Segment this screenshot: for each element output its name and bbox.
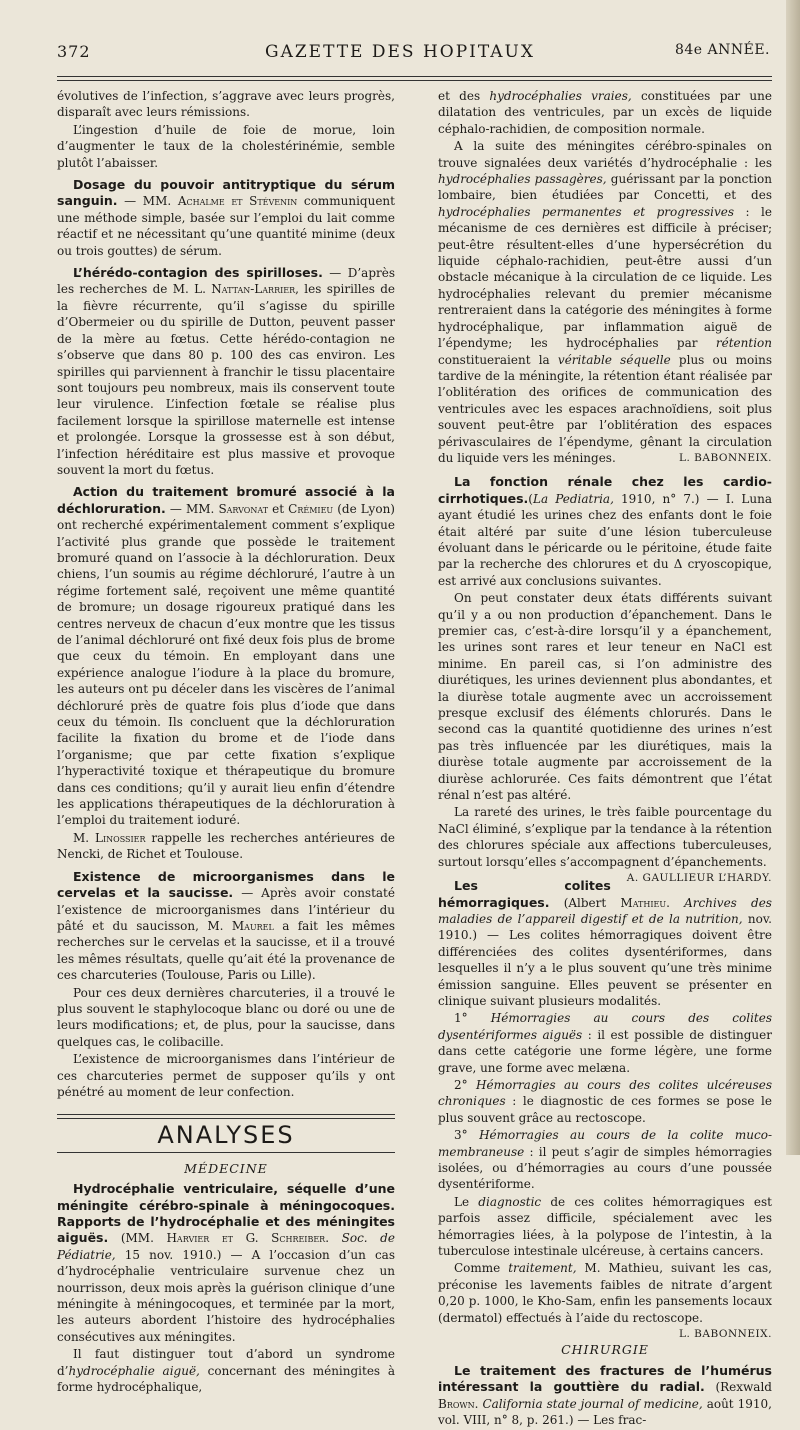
paragraph: L’ingestion d’huile de foie de morue, loin d’augmenter le taux de la cholestérinémie, semble plutôt l’abaisser. [57, 122, 395, 170]
right-column [438, 88, 772, 1430]
left-column [57, 88, 395, 1396]
author-name: Sarvonat [218, 501, 269, 516]
author-name: Mathieu [620, 895, 667, 910]
journal-name: Archives des maladies de l’appareil digestif et de la nutrition, [438, 895, 772, 926]
journal-name: California state journal of medicine, [482, 1396, 703, 1411]
chirurgie-label: CHIRURGIE [561, 1342, 649, 1358]
author-name: Maurel [231, 918, 274, 933]
article-heading: Existence de microorganismes dans le cervelas et la saucisse. [57, 868, 395, 901]
article-spirilloses: L’hérédo-contagion des spirilloses. — D’après les recherches de M. L. Nattan-Larrier, les spirilles de la fièvre récurrente, qu’il s’agisse du spirille d’Obermeier ou du spirille de Dutton, peuvent passer de la mère au fœtus. Cette hérédo-contagion ne s’observe que dans 80 p. 100 des cas environ. Les spirilles qui parviennent à franchir le tissu placentaire sont toujours peu nombreux, mais ils conservent toute leur virulence. L’infection fœtale se réalise plus facilement lorsque la spirillose maternelle est intense et prolongée. Lorsque la grossesse est à son début, l’infection héréditaire est plus massive et provoque souvent la mort du fœtus. [57, 265, 395, 477]
page-edge [786, 0, 800, 1155]
paragraph: A la suite des méningites cérébro-spinales on trouve signalées deux variétés d’hydrocéphalie : les hydrocéphalies passagères, guérissant par la ponction lombaire, bien étudiées par Concetti, et des hydrocéphalies permanentes et progressives : le mécanisme de ces dernières est difficile à préciser; peut-être résultent-elles d’une hypersécrétion du liquide céphalo-rachidien, peut-être aussi d’un obstacle mécanique à la circulation de ce liquide. Les hydrocéphalies relevant du premier mécanisme rentreraient dans la catégorie des méningites à forme hydrocéphalique, par inflammation aiguë de l’épendyme; les hydrocéphalies par rétention constitueraient la véritable séquelle plus ou moins tardive de la méningite, la rétention étant réalisée par l’oblitération des orifices de communication des ventricules avec les espaces arachnoïdiens, soit plus souvent peut-être par l’oblitération des espaces périvasculaires de l’épendyme, gênant la circulation du liquide vers les méninges. L. BABONNEIX. [438, 139, 772, 465]
paragraph: Il faut distinguer tout d’abord un syndrome d’hydrocéphalie aiguë, concernant des méningites à forme hydrocéphalique, [57, 1347, 395, 1395]
article-heading: Hydrocéphalie ventriculaire, séquelle d’une méningite cérébro-spinale à méningocoques. Rapports de l’hydrocéphalie et des méningites aiguës. [57, 1181, 395, 1246]
paragraph: La rareté des urines, le très faible pourcentage du NaCl éliminé, s’explique par la tendance à la rétention des chlorures spéciale aux affections tuberculeuses, surtout lorsqu’elles s’accompagnent d’épanchements. A. GAULLIEUR L’HARDY. [438, 804, 772, 870]
year-label: 84e ANNÉE. [674, 42, 770, 58]
paragraph: Le diagnostic de ces colites hémorragiques est parfois assez difficile, spécialement avec les hémorragies liées, à la polypose de l’intestin, à la tuberculose intestinale ulcéreuse, à certains cancers. [438, 1194, 772, 1259]
article-heading: L’hérédo-contagion des spirilloses. [73, 265, 323, 281]
signature: A. GAULLIEUR L’HARDY. [626, 872, 772, 885]
paragraph: L’existence de microorganismes dans l’intérieur de ces charcuteries permet de supposer qu’ils y ont pénétré au moment de leur confection. [57, 1052, 395, 1099]
author-name: Harvier et G. Schreiber [166, 1231, 326, 1246]
section-rule [57, 1114, 395, 1119]
article-antitryptique: Dosage du pouvoir antitryptique du sérum sanguin. — MM. Achalme et Stévenin communiquent une méthode simple, basée sur l’emploi du lait comme réactif et ne nécessitant qu’une quantité minime (deux ou trois gouttes) de sérum. [57, 177, 395, 258]
author-name: Crémieu [288, 501, 334, 516]
section-rule [57, 1152, 395, 1153]
journal-title: GAZETTE DES HOPITAUX [264, 42, 535, 62]
author-name: Linossier [95, 830, 146, 845]
article-heading: Dosage du pouvoir antitryptique du sérum sanguin. [57, 177, 395, 209]
header-rule-2 [57, 80, 772, 81]
paragraph: M. Linossier rappelle les recherches antérieures de Nencki, de Richet et Toulouse. [57, 830, 395, 862]
author-name: Brown [438, 1396, 475, 1411]
paragraph: évolutives de l’infection, s’aggrave avec leurs progrès, disparaît avec leurs rémissions. [57, 89, 395, 120]
author-name: Nattan-Larrier [211, 282, 296, 297]
journal-name: La Pediatria, [532, 491, 614, 506]
article-humerus: Le traitement des fractures de l’humérus intéressant la gouttière du radial. (Rexwald Brown. California state journal of medicine, août 1910, vol. VIII, n° 8, p. 261.) — Les frac- [438, 1362, 772, 1428]
journal-name: Soc. de Pédiatrie, [57, 1231, 395, 1262]
paragraph: Comme traitement, M. Mathieu, suivant les cas, préconise les lavements faibles de nitrate d’argent 0,20 p. 1000, le Kho-Sam, enfin les pansements locaux (dermatol) effectués à l’aide du rectoscope. L. BABONNEIX. [438, 1260, 772, 1326]
signature: L. BABONNEIX. [679, 451, 772, 464]
list-item: 2° Hémorragies au cours des colites ulcéreuses chroniques : le diagnostic de ces formes se pose le plus souvent grâce au rectoscope. [438, 1077, 772, 1125]
paragraph: On peut constater deux états différents suivant qu’il y a ou non production d’épanchement. Dans le premier cas, c’est-à-dire lorsqu’il y a épanchement, les urines sont rares et leur teneur en NaCl est minime. En pareil cas, si l’on administre des diurétiques, les urines deviennent plus abondantes, et la diurèse totale augmente avec un accroissement presque exclusif des éléments chlorurés. Dans le second cas la quantité quotidienne des urines n’est pas très influencée par les diurétiques, mais la diurèse totale augmente par accroissement de la diurèse achlorurée. Ces faits démontrent que l’état rénal n’est pas altéré. [438, 591, 772, 803]
article-heading: Les colites hémorragiques. [438, 878, 611, 910]
page-number: 372 [57, 42, 91, 61]
article-fonction-renale: La fonction rénale chez les cardio-cirrhotiques.(La Pediatria, 1910, n° 7.) — I. Luna ayant étudié les urines chez des enfants dont le foie était altéré par suite d’une lésion tuberculeuse évoluant dans le péricarde ou le péritoine, étude faite par la recherche des chlorures et du Δ cryoscopique, est arrivé aux conclusions suivantes. [438, 474, 772, 588]
paragraph: et des hydrocéphalies vraies, constituées par une dilatation des ventricules, par un excès de liquide céphalo-rachidien, de composition normale. [438, 89, 772, 136]
article-heading: Action du traitement bromuré associé à la déchloruration. [57, 484, 395, 516]
paragraph: Pour ces deux dernières charcuteries, il a trouvé le plus souvent le staphylocoque blanc ou doré ou une de leurs modifications; et, de plus, pour la saucisse, dans quelques cas, le colibacille. [57, 985, 395, 1049]
medecine-label: MÉDECINE [184, 1160, 268, 1176]
article-heading: La fonction rénale chez les cardio-cirrhotiques. [438, 474, 772, 506]
article-bromure: Action du traitement bromuré associé à la déchloruration. — MM. Sarvonat et Crémieu (de Lyon) ont recherché expérimentalement comment s’explique l’activité plus grande que possède le traitement bromuré quand on l’associe à la déchloruration. Deux chiens, l’un soumis au régime déchloruré, l’autre à un régime fortement salé, reçoivent une même quantité de bromure; un dosage rigoureux pratiqué dans les centres nerveux de chacun d’eux montre que les tissus de l’animal déchloruré ont fixé deux fois plus de brome que ceux du témoin. En employant dans une expérience analogue l’iodure à la place du bromure, les auteurs ont pu déceler dans les viscères de l’animal déchloruré près de quatre fois plus d’iode que dans ceux du témoin. Ils concluent que la déchloruration facilite la fixation du brome et de l’iode dans l’organisme; que par cette fixation s’explique l’hyperactivité toxique et thérapeutique du bromure dans ces conditions; qu’il y aurait lieu enfin d’étendre les applications thérapeutiques de la déchloruration à l’emploi du traitement ioduré. [57, 484, 395, 828]
article-microorganismes: Existence de microorganismes dans le cervelas et la saucisse. — Après avoir constaté l’existence de microorganismes dans l’intérieur du pâté et du saucisson, M. Maurel a fait les mêmes recherches sur le cervelas et la saucisse, et il a trouvé les mêmes résultats, quelle qu’ait été la provenance de ces charcuteries (Toulouse, Paris ou Lille). [57, 868, 395, 983]
header-rule [57, 76, 772, 77]
article-text: communiquent une méthode simple, basée sur l’emploi du lait comme réactif et ne nécessitant qu’une quantité minime (deux ou trois gouttes) de sérum. [57, 194, 395, 258]
article-hydrocephalie: Hydrocéphalie ventriculaire, séquelle d’une méningite cérébro-spinale à méningocoques. Rapports de l’hydrocéphalie et des méningites aiguës. (MM. Harvier et G. Schreiber. Soc. de Pédiatrie, 15 nov. 1910.) — A l’occasion d’un cas d’hydrocéphalie ventriculaire survenue chez un nourrisson, deux mois après la guérison clinique d’une méningite à méningocoques, et terminée par la mort, les auteurs abordent l’histoire des hydrocéphalies consécutives aux méningites. [57, 1181, 395, 1344]
article-colites: Les colites hémorragiques. (Albert Mathieu. Archives des maladies de l’appareil digestif et de la nutrition, nov. 1910.) — Les colites hémorragiques doivent être différenciées des colites dysentériformes, dans lesquelles il n’y a le plus souvent qu’une très minime émission sanguine. Elles peuvent se présenter en clinique suivant plusieurs modalités. [438, 878, 772, 1008]
signature: L. BABONNEIX. [679, 1328, 772, 1341]
list-item: 3° Hémorragies au cours de la colite muco-membraneuse : il peut s’agir de simples hémorragies isolées, ou d’hémorragies au cours d’une poussée dysentériforme. [438, 1128, 772, 1192]
list-item: 1° Hémorragies au cours des colites dysentériformes aiguës : il est possible de distinguer dans cette catégorie une forme légère, une forme grave, une forme avec melæna. [438, 1011, 772, 1075]
analyses-title: ANALYSES [157, 1121, 295, 1150]
author-name: Achalme et Stévenin [177, 194, 298, 209]
article-heading: Le traitement des fractures de l’humérus intéressant la gouttière du radial. [438, 1362, 772, 1395]
